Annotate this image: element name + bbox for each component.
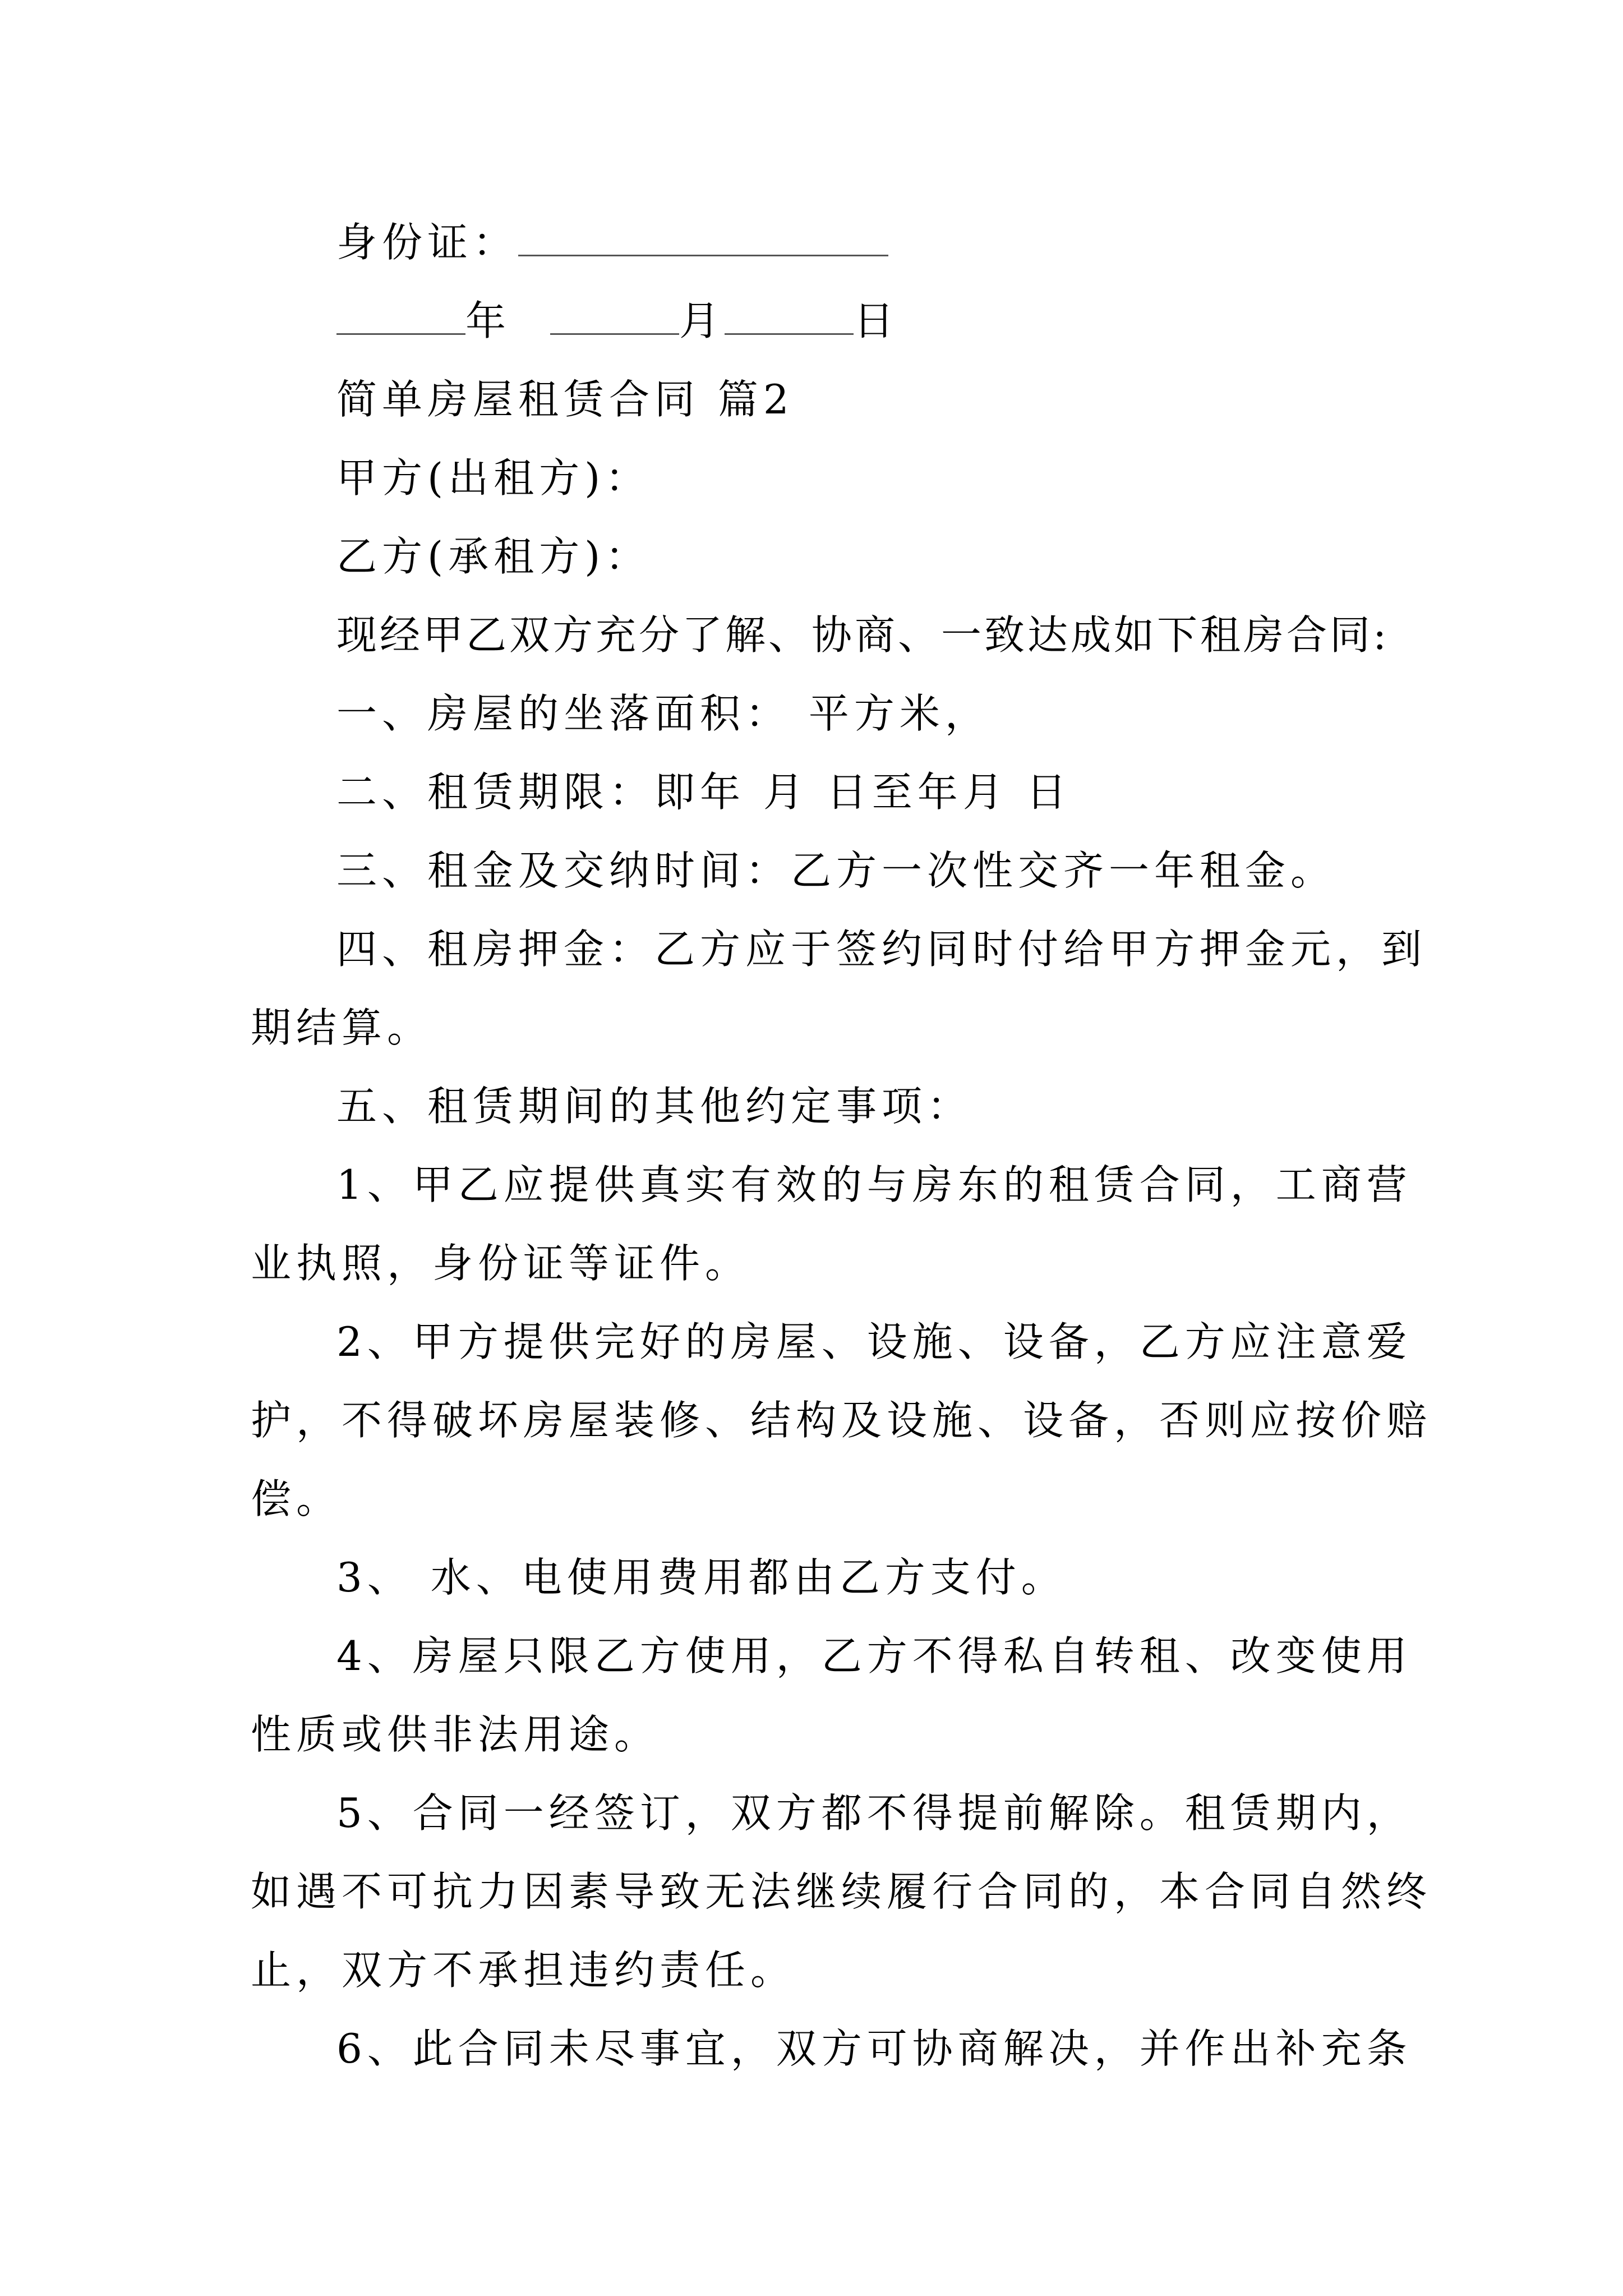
clause-4-line-1: 四、租房押金：乙方应于签约同时付给甲方押金元，到 <box>336 926 1427 973</box>
clause-4-line-2: 期结算。 <box>251 1004 433 1051</box>
year-blank <box>336 300 465 335</box>
id-card-label: 身份证： <box>336 219 519 266</box>
clause-5: 五、租赁期间的其他约定事项： <box>336 1083 973 1130</box>
item-4-line-2: 性质或供非法用途。 <box>251 1711 660 1758</box>
item-1-line-1: 1、甲乙应提供真实有效的与房东的租赁合同，工商营 <box>336 1161 1412 1208</box>
year-label: 年 <box>465 297 511 344</box>
item-3: 3、 水、电使用费用都由乙方支付。 <box>336 1554 1067 1601</box>
party-a-line: 甲方(出租方)： <box>336 454 651 501</box>
item-2-line-2: 护，不得破坏房屋装修、结构及设施、设备，否则应按价赔 <box>251 1397 1432 1444</box>
date-line <box>336 293 899 349</box>
item-5-line-3: 止，双方不承担违约责任。 <box>251 1947 796 1994</box>
intro-line: 现经甲乙双方充分了解、协商、一致达成如下租房合同: <box>336 611 1390 659</box>
item-2-line-1: 2、甲方提供完好的房屋、设施、设备，乙方应注意爱 <box>336 1318 1412 1365</box>
id-card-blank <box>518 221 888 256</box>
item-5-line-2: 如遇不可抗力因素导致无法继续履行合同的，本合同自然终 <box>251 1868 1432 1915</box>
month-blank <box>550 300 679 335</box>
item-1-line-2: 业执照，身份证等证件。 <box>251 1240 751 1287</box>
section-title: 简单房屋租赁合同 篇2 <box>336 376 794 423</box>
item-2-line-3: 偿。 <box>251 1475 342 1522</box>
item-4-line-1: 4、房屋只限乙方使用，乙方不得私自转租、改变使用 <box>336 1632 1412 1680</box>
item-5-line-1: 5、合同一经签订，双方都不得提前解除。租赁期内， <box>336 1789 1412 1837</box>
day-label: 日 <box>854 297 900 344</box>
party-b-line: 乙方(承租方)： <box>336 533 651 580</box>
clause-2: 二、租赁期限：即年 月 日至年月 日 <box>336 769 1072 816</box>
clause-3: 三、租金及交纳时间：乙方一次性交齐一年租金。 <box>336 847 1336 894</box>
day-blank <box>725 300 854 335</box>
item-6-line-1: 6、此合同未尽事宜，双方可协商解决，并作出补充条 <box>336 2025 1412 2072</box>
clause-1: 一、房屋的坐落面积： 平方米， <box>336 690 990 737</box>
month-label: 月 <box>679 297 725 344</box>
id-card-line <box>336 214 888 270</box>
